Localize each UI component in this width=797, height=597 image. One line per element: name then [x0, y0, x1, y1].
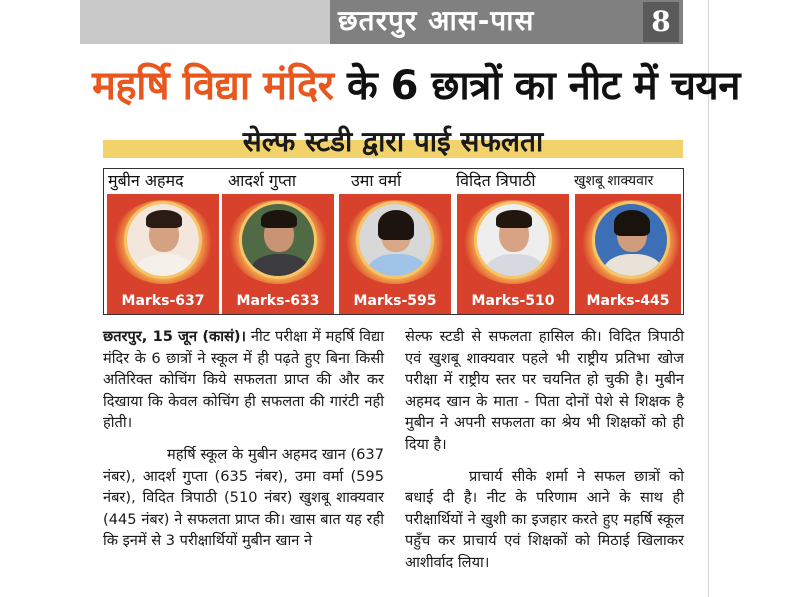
student-marks: Marks-637 — [121, 293, 205, 309]
student-marks: Marks-445 — [586, 293, 670, 309]
dateline: छतरपुर, 15 जून (कासं)। — [103, 328, 247, 345]
article-paragraph: महर्षि स्कूल के मुबीन अहमद खान (637 नंबर), आदर्श गुप्ता (635 नंबर), उमा वर्मा (595 नंबर), विदित त्रिपाठी (510 नंबर) खुशबू शाक्यवार (445 नंबर) ने सफलता प्राप्त की। खास बात यह रही कि इनमें से 3 परीक्षार्थियों मुबीन खान ने — [103, 445, 384, 550]
student-name: उमा वर्मा — [351, 171, 402, 190]
student-name: मुबीन अहमद — [108, 171, 184, 190]
student-marks: Marks-595 — [353, 293, 437, 309]
page-number: 8 — [643, 2, 679, 42]
headline-text: के 6 छात्रों का नीट में चयन — [346, 63, 740, 109]
article-paragraph: सेल्फ स्टडी से सफलता हासिल की। विदित त्रिपाठी एवं खुशबू शाक्यवार पहले भी राष्ट्रीय प्रतिभा खोज परीक्षा में राष्ट्रीय स्तर पर चयनित हो चुकी है। मुबीन अहमद खान के माता - पिता दोनों पेशे से शिक्षक है मुबीन ने अपनी सफलता का श्रेय भी शिक्षकों को ही दिया है। — [405, 328, 684, 453]
headline-school-name: महर्षि विद्या मंदिर — [92, 63, 334, 109]
student-photo-panel — [103, 168, 684, 315]
article-column-left — [103, 326, 384, 552]
student-photo — [474, 201, 552, 279]
student-name: आदर्श गुप्ता — [228, 171, 297, 190]
student-card — [575, 194, 681, 314]
article-text: नीट परीक्षा में महर्षि विद्या मंदिर के 6 छात्रों ने स्कूल में ही पढ़ते हुए बिना किसी अतिरिक्त कोचिंग किये सफलता प्राप्त की और कर दिखाया कि केवल कोचिंग ही सफलता की गारंटी नही होती। — [103, 328, 384, 432]
student-photo — [124, 201, 202, 279]
student-photo — [592, 201, 670, 279]
headline — [92, 58, 740, 114]
student-card — [222, 194, 336, 314]
article-paragraph — [103, 326, 384, 434]
student-name: विदित त्रिपाठी — [456, 171, 536, 190]
student-photo — [356, 201, 434, 279]
student-marks: Marks-510 — [471, 293, 555, 309]
student-marks: Marks-633 — [236, 293, 320, 309]
article-column-right — [405, 326, 684, 574]
student-name-row — [104, 169, 683, 193]
student-card — [457, 194, 571, 314]
section-title: छतरपुर आस-पास — [338, 4, 535, 37]
student-photo — [239, 201, 317, 279]
student-card — [107, 194, 221, 314]
student-name: खुशबू शाक्यवार — [574, 173, 654, 189]
subheadline: सेल्फ स्टडी द्वारा पाई सफलता — [242, 125, 544, 158]
article-paragraph: प्राचार्य सीके शर्मा ने सफल छात्रों को बधाई दी है। नीट के परिणाम आने के साथ ही परीक्षार्थियों ने खुशी का इजहार करते हुए महर्षि स्कूल पहुँच कर प्राचार्य एवं शिक्षकों को मिठाई खिलाकर आशीर्वाद लिया। — [405, 467, 684, 571]
student-card — [339, 194, 453, 314]
